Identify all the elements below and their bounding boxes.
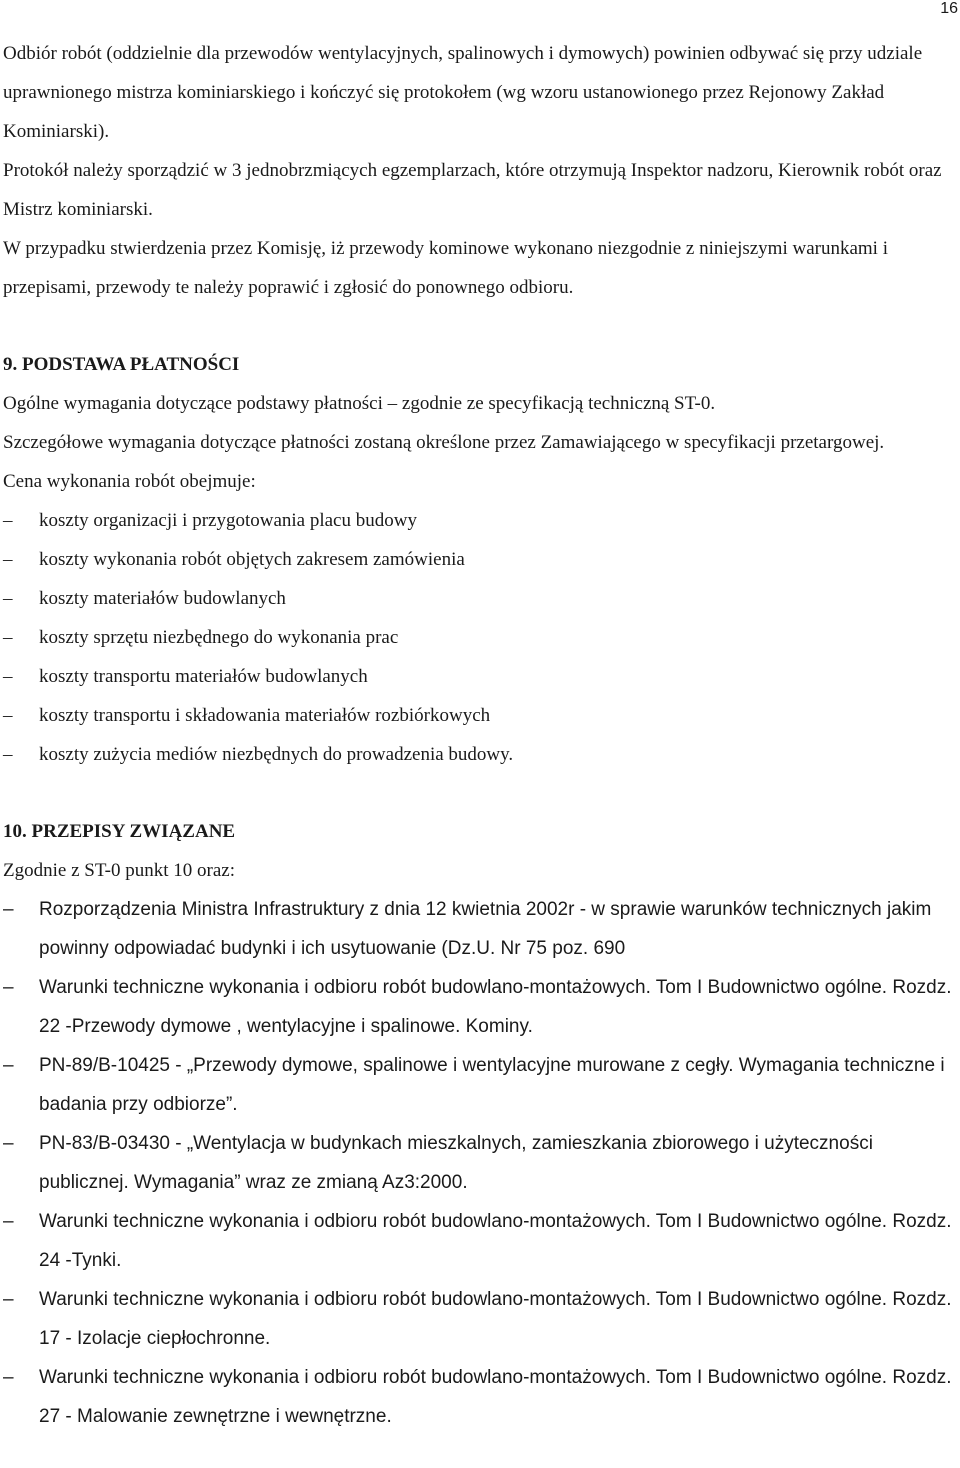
list-item [3, 1046, 955, 1124]
spacer [3, 307, 955, 345]
dash-bullet: – [3, 627, 13, 648]
list-item [3, 968, 955, 1046]
dash-bullet: – [3, 705, 13, 726]
list-item [3, 657, 955, 696]
dash-bullet: – [3, 1055, 14, 1076]
paragraph-commission: W przypadku stwierdzenia przez Komisję, iż przewody kominowe wykonano niezgodnie z niniejszymi warunkami i przepisami, przewody te należy poprawić i zgłosić do ponownego odbioru. [3, 238, 888, 298]
list-item [3, 1124, 955, 1202]
dash-bullet: – [3, 666, 13, 687]
list-item-text: koszty materiałów budowlanych [39, 588, 286, 609]
dash-bullet: – [3, 1289, 14, 1310]
list-item-text: Warunki techniczne wykonania i odbioru robót budowlano-montażowych. Tom I Budownictwo ogólne. Rozdz. 17 - Izolacje ciepłochronne. [39, 1289, 952, 1349]
paragraph-payment-general: Ogólne wymagania dotyczące podstawy płatności – zgodnie ze specyfikacją techniczną ST-0. [3, 393, 716, 414]
list-item [3, 1280, 955, 1358]
document-body [3, 34, 955, 1436]
paragraph-payment-detailed: Szczegółowe wymagania dotyczące płatności zostaną określone przez Zamawiającego w specyfikacji przetargowej. [3, 432, 885, 453]
list-item [3, 1202, 955, 1280]
dash-bullet: – [3, 588, 13, 609]
dash-bullet: – [3, 977, 14, 998]
dash-bullet: – [3, 744, 13, 765]
list-item-text: Warunki techniczne wykonania i odbioru robót budowlano-montażowych. Tom I Budownictwo ogólne. Rozdz. 24 -Tynki. [39, 1211, 952, 1271]
list-item-text: Rozporządzenia Ministra Infrastruktury z dnia 12 kwietnia 2002r - w sprawie warunków technicznych jakim powinny odpowiadać budynki i ich usytuowanie (Dz.U. Nr 75 poz. 690 [39, 899, 932, 959]
paragraph-protocol: Protokół należy sporządzić w 3 jednobrzmiących egzemplarzach, które otrzymują Inspektor nadzoru, Kierownik robót oraz Mistrz kominiarski. [3, 160, 942, 220]
list-item-text: PN-89/B-10425 - „Przewody dymowe, spalinowe i wentylacyjne murowane z cegły. Wymagania techniczne i badania przy odbiorze”. [39, 1055, 945, 1115]
paragraph-regulations-intro: Zgodnie z ST-0 punkt 10 oraz: [3, 860, 236, 881]
list-item-text: Warunki techniczne wykonania i odbioru robót budowlano-montażowych. Tom I Budownictwo ogólne. Rozdz. 22 -Przewody dymowe , wentylacyjne i spalinowe. Kominy. [39, 977, 952, 1037]
list-item [3, 1358, 955, 1436]
cost-list [3, 501, 955, 774]
list-item-text: Warunki techniczne wykonania i odbioru robót budowlano-montażowych. Tom I Budownictwo ogólne. Rozdz. 27 - Malowanie zewnętrzne i wewnętrzne. [39, 1367, 952, 1427]
dash-bullet: – [3, 510, 13, 531]
list-item [3, 890, 955, 968]
section-heading-payment: 9. PODSTAWA PŁATNOŚCI [3, 354, 240, 375]
list-item [3, 618, 955, 657]
list-item-text: koszty zużycia mediów niezbędnych do prowadzenia budowy. [39, 744, 514, 765]
list-item-text: koszty organizacji i przygotowania placu budowy [39, 510, 417, 531]
page-number: 16 [940, 0, 958, 17]
list-item-text: PN-83/B-03430 - „Wentylacja w budynkach mieszkalnych, zamieszkania zbiorowego i użyteczności publicznej. Wymagania” wraz ze zmianą Az3:2000. [39, 1133, 873, 1193]
dash-bullet: – [3, 1211, 14, 1232]
dash-bullet: – [3, 549, 13, 570]
dash-bullet: – [3, 1133, 14, 1154]
list-item-text: koszty sprzętu niezbędnego do wykonania prac [39, 627, 399, 648]
dash-bullet: – [3, 1367, 14, 1388]
spacer [3, 774, 955, 812]
list-item-text: koszty transportu materiałów budowlanych [39, 666, 368, 687]
regulations-list [3, 890, 955, 1436]
list-item-text: koszty wykonania robót objętych zakresem zamówienia [39, 549, 465, 570]
dash-bullet: – [3, 899, 14, 920]
list-item-text: koszty transportu i składowania materiałów rozbiórkowych [39, 705, 491, 726]
list-item [3, 735, 955, 774]
paragraph-acceptance: Odbiór robót (oddzielnie dla przewodów wentylacyjnych, spalinowych i dymowych) powinien odbywać się przy udziale uprawnionego mistrza kominiarskiego i kończyć się protokołem (wg wzoru ustanowionego przez Rejonowy Zakład Kominiarski). [3, 43, 923, 142]
paragraph-price-includes: Cena wykonania robót obejmuje: [3, 471, 256, 492]
list-item [3, 696, 955, 735]
list-item [3, 579, 955, 618]
list-item [3, 540, 955, 579]
list-item [3, 501, 955, 540]
section-heading-regulations: 10. PRZEPISY ZWIĄZANE [3, 821, 236, 842]
